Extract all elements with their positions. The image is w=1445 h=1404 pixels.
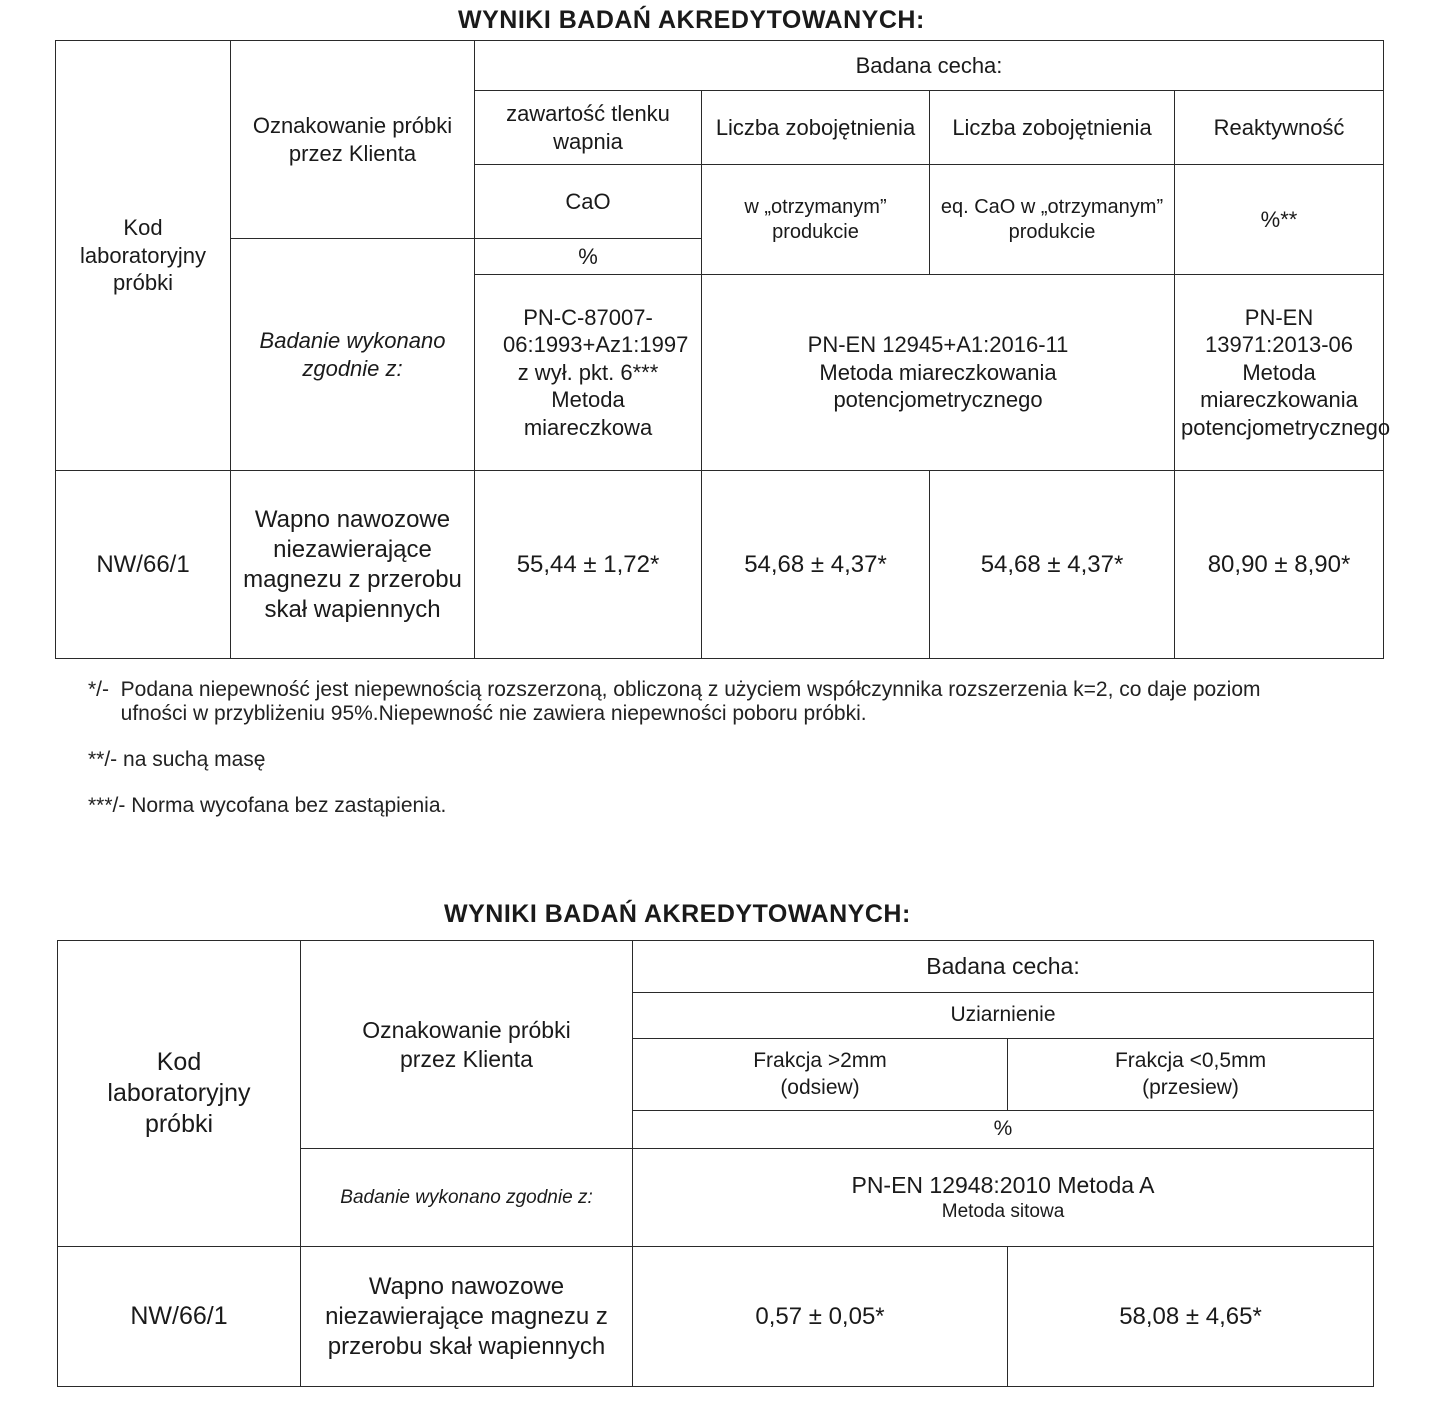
method: PN-C-87007-06:1993+Az1:1997 z wył. pkt. 6*** Metoda miareczkowa (475, 275, 702, 471)
footnote-marker: ***/- (88, 794, 132, 817)
results-table-2 (57, 940, 1374, 1387)
sample-label: Wapno nawozowe niezawierające magnezu z przerobu skał wapiennych (231, 471, 475, 659)
method-label: Badanie wykonano zgodnie z: (231, 239, 475, 471)
result-value: 54,68 ± 4,37* (930, 471, 1175, 659)
result-value: 54,68 ± 4,37* (702, 471, 930, 659)
sample-code: NW/66/1 (56, 471, 231, 659)
footnote-text: na suchą masę (123, 748, 266, 771)
method-label: Badanie wykonano zgodnie z: (301, 1149, 633, 1247)
footnote-marker: **/- (88, 748, 124, 771)
footnote (88, 794, 1318, 818)
result-value: 55,44 ± 1,72* (475, 471, 702, 659)
result-value: 80,90 ± 8,90* (1175, 471, 1384, 659)
footnote-marker: */- (88, 678, 121, 701)
feature-name: Liczba zobojętnienia (702, 91, 930, 165)
fraction-header: Frakcja <0,5mm (przesiew) (1008, 1039, 1374, 1111)
result-value: 0,57 ± 0,05* (633, 1247, 1008, 1387)
col-label-header: Oznakowanie próbki przez Klienta (301, 941, 633, 1149)
footnote-text: Podana niepewność jest niepewnością rozszerzoną, obliczoną z użyciem współczynnika rozszerzenia k=2, co daje poziom ufności w przybliżeniu 95%.Niepewność nie zawiera niepewności poboru próbki. (120, 678, 1261, 725)
footnote (88, 678, 1318, 726)
feature-name: zawartość tlenku wapnia (475, 91, 702, 165)
sample-code: NW/66/1 (58, 1247, 301, 1387)
feature-unit: eq. CaO w „otrzymanym” produkcie (930, 165, 1175, 275)
feature-header: Badana cecha: (633, 941, 1374, 993)
fraction-header: Frakcja >2mm (odsiew) (633, 1039, 1008, 1111)
feature-header: Badana cecha: (475, 41, 1384, 91)
feature-unit: w „otrzymanym” produkcie (702, 165, 930, 275)
footnote (88, 748, 1318, 772)
col-code-header: Kod laboratoryjny próbki (56, 41, 231, 471)
method: PN-EN 13971:2013-06 Metoda miareczkowania potencjometrycznego (1175, 275, 1384, 471)
col-label-header: Oznakowanie próbki przez Klienta (231, 41, 475, 239)
footnote-text: Norma wycofana bez zastąpienia. (131, 794, 447, 817)
feature-name: Reaktywność (1175, 91, 1384, 165)
feature-name: Uziarnienie (633, 993, 1374, 1039)
method: PN-EN 12945+A1:2016-11 Metoda miareczkowania potencjometrycznego (702, 275, 1175, 471)
method (633, 1149, 1374, 1247)
result-value: 58,08 ± 4,65* (1008, 1247, 1374, 1387)
feature-unit: %** (1175, 165, 1384, 275)
footnotes (88, 678, 1318, 832)
col-code-header: Kod laboratoryjny próbki (58, 941, 301, 1247)
unit: % (633, 1111, 1374, 1149)
feature-unit-percent: % (475, 239, 702, 275)
feature-name: Liczba zobojętnienia (930, 91, 1175, 165)
results-table-1 (55, 40, 1391, 659)
feature-unit: CaO (475, 165, 702, 239)
sample-label: Wapno nawozowe niezawierające magnezu z przerobu skał wapiennych (301, 1247, 633, 1387)
method-sub: Metoda sitowa (941, 1201, 1065, 1222)
table1-title: WYNIKI BADAŃ AKREDYTOWANYCH: (458, 6, 925, 34)
table2-title: WYNIKI BADAŃ AKREDYTOWANYCH: (444, 900, 911, 928)
method-name: PN-EN 12948:2010 Metoda A (851, 1172, 1155, 1199)
